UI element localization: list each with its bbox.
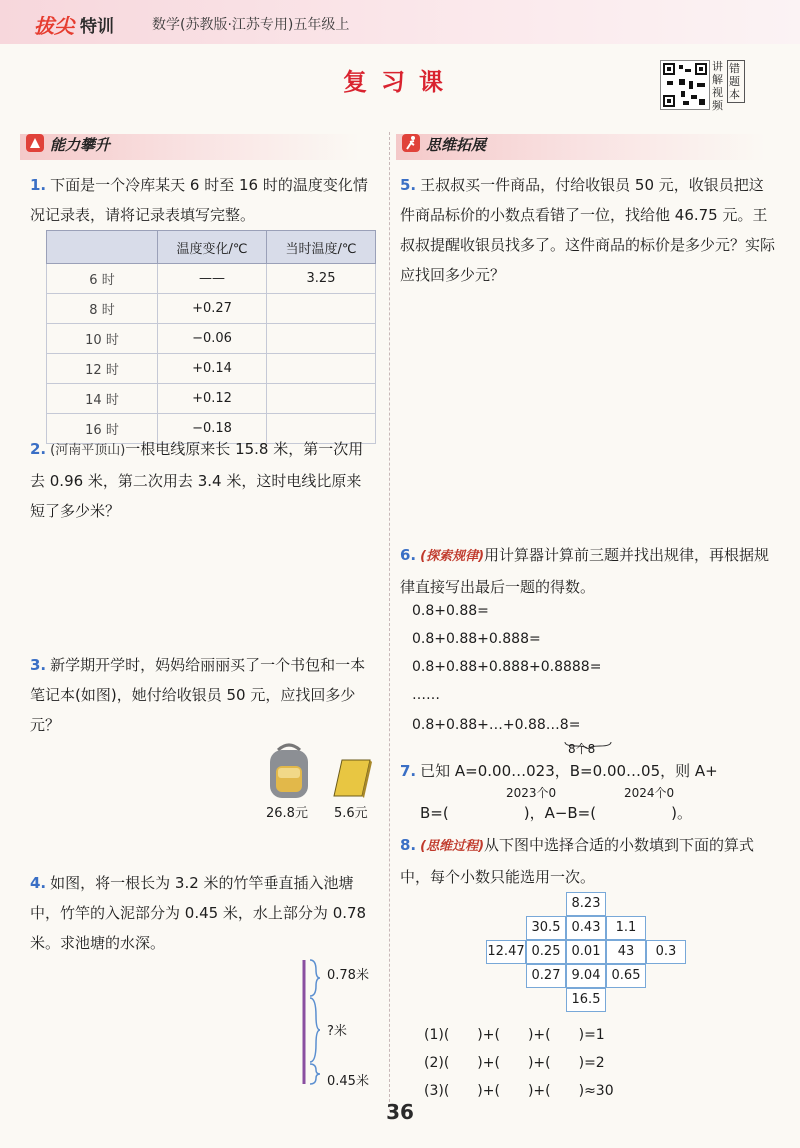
table-row: 8 时 +0.27 [47, 294, 376, 324]
column-divider [389, 132, 390, 1112]
grid-cell[interactable]: 9.04 [566, 964, 606, 988]
qr-label-video: 讲解视频 [712, 60, 723, 112]
equation-1[interactable]: (1)( )+( )+( )=1 [424, 1027, 605, 1043]
expression-line: …… [412, 687, 440, 703]
grid-cell[interactable]: 0.3 [646, 940, 686, 964]
expression-line: 0.8+0.88+0.888= [412, 631, 541, 647]
table-row: 14 时 +0.12 [47, 384, 376, 414]
problem-8: 8. (思维过程)从下图中选择合适的小数填到下面的算式中，每个小数只能选用一次。 [400, 836, 755, 886]
problem-6: 6. (探索规律)用计算器计算前三题并找出规律，再根据规律直接写出最后一题的得数。 [400, 546, 770, 596]
problem-1: 1. 下面是一个冷库某天 6 时至 16 时的温度变化情况记录表，请将记录表填写完整。 [30, 176, 368, 224]
section-header-ability: 能力攀升 [20, 134, 360, 160]
climb-icon [26, 134, 44, 152]
grid-cell[interactable]: 0.25 [526, 940, 566, 964]
brand-logo: 拔尖 [34, 14, 74, 38]
equation-2[interactable]: (2)( )+( )+( )=2 [424, 1055, 605, 1071]
grid-cell[interactable]: 1.1 [606, 916, 646, 940]
page-title: 复习课 [343, 68, 457, 96]
qr-code-icon[interactable] [660, 60, 710, 110]
subscript-2024-zeros: 2024个0 [624, 786, 675, 800]
problem-4: 4. 如图，将一根长为 3.2 米的竹竿垂直插入池塘中，竹竿的入泥部分为 0.45 米，水上部分为 0.78 米。求池塘的水深。 [30, 874, 367, 952]
table-row: 6 时 —— 3.25 [47, 264, 376, 294]
table-row: 16 时 −0.18 [47, 414, 376, 444]
grid-cell[interactable]: 43 [606, 940, 646, 964]
grid-cell[interactable]: 0.65 [606, 964, 646, 988]
bamboo-pole-diagram [296, 956, 326, 1088]
grid-cell[interactable]: 0.43 [566, 916, 606, 940]
grid-cell[interactable]: 0.27 [526, 964, 566, 988]
grid-cell[interactable]: 16.5 [566, 988, 606, 1012]
notebook-price: 5.6元 [334, 806, 368, 821]
grid-cell[interactable]: 0.01 [566, 940, 606, 964]
expression-line: 0.8+0.88+…+0.88…8= [412, 717, 581, 733]
page-number: 36 [386, 1100, 414, 1124]
label-water-depth: ?米 [327, 1024, 347, 1039]
notebook-icon [330, 756, 374, 800]
problem-2: 2. (河南平顶山)一根电线原来长 15.8 米，第一次用去 0.96 米，第二次用去 3.4 米，这时电线比原来短了多少米？ [30, 440, 364, 520]
qr-label-wrongbook: 错题本 [727, 60, 745, 103]
problem-5: 5. 王叔叔买一件商品，付给收银员 50 元，收银员把这件商品标价的小数点看错了一位，找给他 46.75 元。王叔叔提醒收银员找多了。这件商品的标价是多少元？实际应找回多少元？ [400, 176, 776, 284]
table-row: 12 时 +0.14 [47, 354, 376, 384]
problem-7-answer-line[interactable]: B=( )，A−B=( )。 [420, 804, 692, 822]
label-above-water: 0.78米 [327, 968, 369, 983]
expression-line: 0.8+0.88+0.888+0.8888= [412, 659, 602, 675]
section-header-thinking: 思维拓展 [396, 134, 766, 160]
backpack-icon [264, 740, 314, 800]
book-subject: 数学(苏教版·江苏专用)五年级上 [152, 17, 350, 33]
label-in-mud: 0.45米 [327, 1074, 369, 1089]
backpack-price: 26.8元 [266, 806, 308, 821]
temperature-table: 温度变化/℃ 当时温度/℃ 6 时 —— 3.25 8 时 +0.27 10 时 −0.06 12 时 +0.14 14 时 +0.12 16 时 −0.18 [46, 230, 376, 444]
runner-icon [402, 134, 420, 152]
equation-3[interactable]: (3)( )+( )+( )≈30 [424, 1083, 614, 1099]
problem-7: 7. 已知 A=0.00…023，B=0.00…05，则 A+ [400, 762, 718, 780]
problem-3: 3. 新学期开学时，妈妈给丽丽买了一个书包和一本笔记本(如图)，她付给收银员 50 元，应找回多少元？ [30, 656, 366, 734]
header-band [0, 0, 800, 44]
brace-label: 8个8 [568, 742, 596, 756]
expression-line: 0.8+0.88= [412, 603, 489, 619]
subscript-2023-zeros: 2023个0 [506, 786, 557, 800]
grid-cell[interactable]: 8.23 [566, 892, 606, 916]
grid-cell[interactable]: 12.47 [486, 940, 526, 964]
brand-subtitle: 特训 [80, 17, 114, 37]
table-row: 10 时 −0.06 [47, 324, 376, 354]
grid-cell[interactable]: 30.5 [526, 916, 566, 940]
